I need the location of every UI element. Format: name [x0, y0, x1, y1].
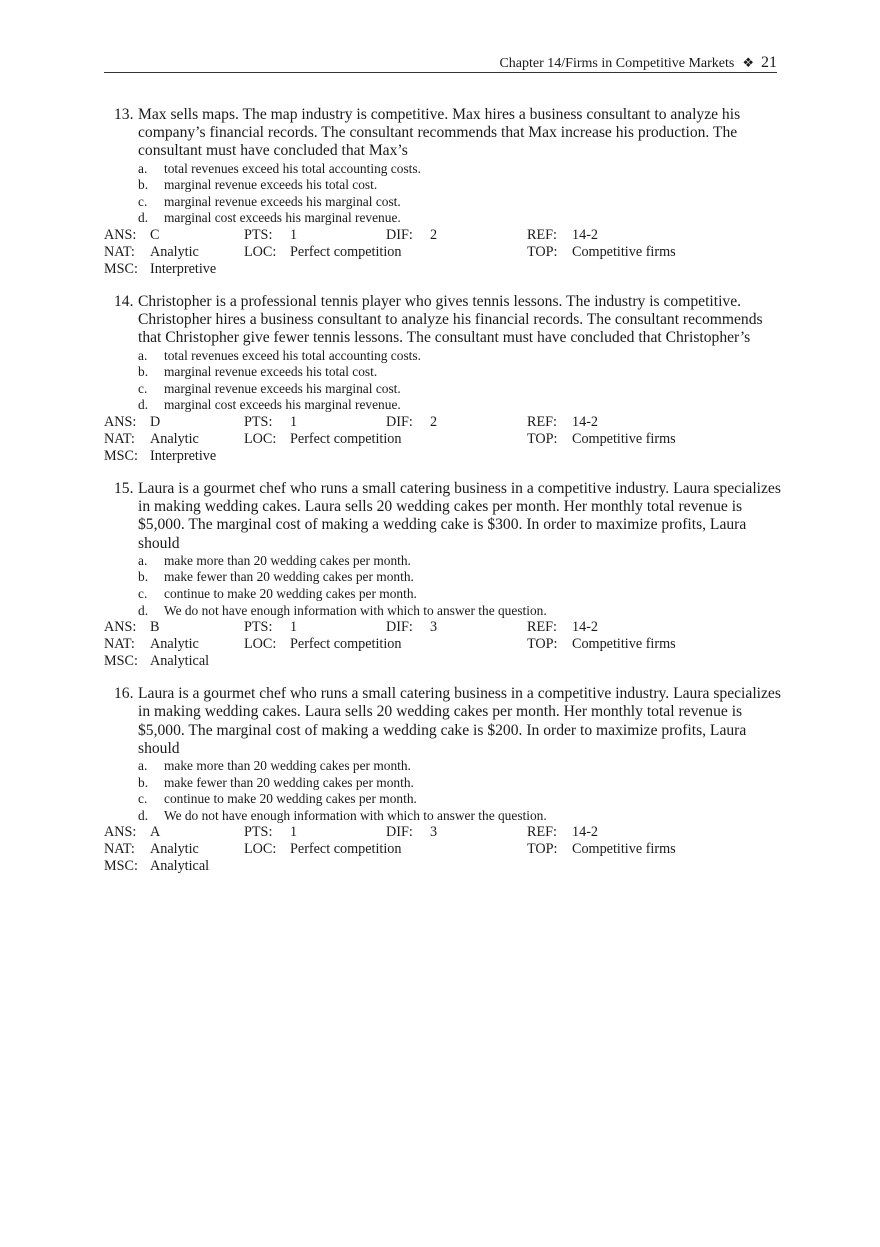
choice-c: [138, 791, 784, 808]
choice-label: b.: [138, 177, 149, 193]
pts-value: 1: [290, 413, 298, 430]
nat-label: NAT:: [104, 636, 135, 653]
page-number: 21: [761, 54, 777, 71]
loc-value: Perfect competition: [290, 243, 402, 260]
choice-c: [138, 194, 784, 211]
loc-label: LOC:: [244, 243, 277, 260]
nat-label: NAT:: [104, 243, 135, 260]
ans-label: ANS:: [104, 226, 137, 243]
question-list: [104, 106, 784, 890]
msc-value: Analytical: [150, 858, 210, 875]
top-label: TOP:: [527, 636, 558, 653]
choice-d: [138, 808, 784, 825]
loc-value: Perfect competition: [290, 841, 402, 858]
dif-value: 3: [430, 619, 438, 636]
meta-row-msc: [104, 448, 784, 465]
msc-label: MSC:: [104, 858, 138, 875]
dif-value: 3: [430, 824, 438, 841]
meta-row-answer: [104, 414, 784, 431]
pts-value: 1: [290, 226, 298, 243]
ref-value: 14-2: [572, 619, 599, 636]
question-stem: [104, 480, 784, 553]
pts-label: PTS:: [244, 824, 273, 841]
meta-row-answer: [104, 824, 784, 841]
question-number: 13.: [114, 106, 134, 123]
meta-row-nat: [104, 841, 784, 858]
loc-value: Perfect competition: [290, 636, 402, 653]
choice-label: c.: [138, 193, 148, 209]
dif-value: 2: [430, 226, 438, 243]
ans-label: ANS:: [104, 413, 137, 430]
choice-b: [138, 569, 784, 586]
choice-text: total revenues exceed his total accounting costs.: [164, 160, 421, 176]
choice-c: [138, 381, 784, 398]
choice-text: We do not have enough information with which to answer the question.: [164, 602, 547, 618]
choice-text: make more than 20 wedding cakes per month.: [164, 552, 411, 568]
pts-label: PTS:: [244, 226, 273, 243]
choice-b: [138, 364, 784, 381]
choice-a: [138, 161, 784, 178]
meta-row-nat: [104, 244, 784, 261]
choice-d: [138, 210, 784, 227]
ref-value: 14-2: [572, 226, 599, 243]
choice-label: c.: [138, 791, 148, 807]
ref-label: REF:: [527, 226, 557, 243]
msc-label: MSC:: [104, 447, 138, 464]
ref-label: REF:: [527, 824, 557, 841]
question-stem: [104, 685, 784, 758]
question-text: Christopher is a professional tennis player who gives tennis lessons. The industry is competitive. Christopher hires a business consultant to analyze his financial records. The consultant recommends that Christopher give fewer tennis lessons. The consultant must have concluded that Christopher’s: [138, 292, 763, 347]
msc-label: MSC:: [104, 653, 138, 670]
choice-label: a.: [138, 552, 148, 568]
choice-b: [138, 177, 784, 194]
meta-row-msc: [104, 261, 784, 278]
question-14: [104, 293, 784, 465]
msc-value: Analytical: [150, 653, 210, 670]
top-label: TOP:: [527, 430, 558, 447]
top-value: Competitive firms: [572, 430, 676, 447]
diamond-separator-icon: ❖: [742, 55, 754, 70]
ans-value: D: [150, 413, 161, 430]
chapter-title: Chapter 14/Firms in Competitive Markets: [499, 56, 735, 71]
choice-c: [138, 586, 784, 603]
choice-label: a.: [138, 160, 148, 176]
page-header: [104, 53, 777, 72]
ans-value: A: [150, 824, 161, 841]
question-text: Laura is a gourmet chef who runs a small catering business in a competitive industry. Laura specializes in making wedding cakes. Laura sells 20 wedding cakes per month. Her monthly total revenue is $5,000. The marginal cost of making a wedding cake is $200. In order to maximize profits, Laura should: [138, 685, 781, 757]
top-value: Competitive firms: [572, 243, 676, 260]
question-text: Max sells maps. The map industry is competitive. Max hires a business consultant to analyze his company’s financial records. The consultant recommends that Max increase his production. The consultant must have concluded that Max’s: [138, 106, 741, 160]
choice-a: [138, 758, 784, 775]
dif-value: 2: [430, 413, 438, 430]
loc-value: Perfect competition: [290, 430, 402, 447]
answer-metadata: [104, 227, 784, 278]
ref-value: 14-2: [572, 413, 599, 430]
choice-a: [138, 553, 784, 570]
nat-value: Analytic: [150, 841, 199, 858]
meta-row-nat: [104, 431, 784, 448]
nat-label: NAT:: [104, 430, 135, 447]
choice-text: make fewer than 20 wedding cakes per month.: [164, 774, 414, 790]
ref-label: REF:: [527, 619, 557, 636]
choice-label: d.: [138, 397, 149, 413]
question-text: Laura is a gourmet chef who runs a small catering business in a competitive industry. Laura specializes in making wedding cakes. Laura sells 20 wedding cakes per month. Her monthly total revenue is $5,000. The marginal cost of making a wedding cake is $300. In order to maximize profits, Laura should: [138, 479, 781, 552]
answer-metadata: [104, 619, 784, 670]
choice-text: marginal cost exceeds his marginal revenue.: [164, 397, 401, 413]
ans-value: B: [150, 619, 160, 636]
question-number: 14.: [114, 292, 134, 310]
choice-label: c.: [138, 380, 148, 396]
choice-label: b.: [138, 569, 149, 585]
question-stem: [104, 293, 784, 348]
meta-row-answer: [104, 619, 784, 636]
answer-metadata: [104, 414, 784, 465]
choice-text: continue to make 20 wedding cakes per month.: [164, 791, 417, 807]
top-value: Competitive firms: [572, 636, 676, 653]
choice-b: [138, 775, 784, 792]
choice-label: a.: [138, 757, 148, 773]
choice-text: marginal revenue exceeds his marginal cost.: [164, 380, 401, 396]
msc-label: MSC:: [104, 260, 138, 277]
choice-a: [138, 348, 784, 365]
loc-label: LOC:: [244, 841, 277, 858]
ans-label: ANS:: [104, 824, 137, 841]
loc-label: LOC:: [244, 636, 277, 653]
choice-label: d.: [138, 210, 149, 226]
choice-text: We do not have enough information with which to answer the question.: [164, 807, 547, 823]
dif-label: DIF:: [386, 413, 413, 430]
choice-label: d.: [138, 602, 149, 618]
choice-label: a.: [138, 347, 148, 363]
choice-list: [104, 348, 784, 414]
meta-row-msc: [104, 653, 784, 670]
nat-label: NAT:: [104, 841, 135, 858]
top-label: TOP:: [527, 841, 558, 858]
nat-value: Analytic: [150, 430, 199, 447]
meta-row-answer: [104, 227, 784, 244]
choice-d: [138, 397, 784, 414]
choice-text: marginal revenue exceeds his total cost.: [164, 364, 378, 380]
ref-value: 14-2: [572, 824, 599, 841]
choice-text: marginal revenue exceeds his marginal cost.: [164, 193, 401, 209]
choice-label: c.: [138, 585, 148, 601]
choice-text: make more than 20 wedding cakes per month.: [164, 757, 411, 773]
ans-label: ANS:: [104, 619, 137, 636]
loc-label: LOC:: [244, 430, 277, 447]
choice-text: marginal cost exceeds his marginal revenue.: [164, 210, 401, 226]
nat-value: Analytic: [150, 636, 199, 653]
msc-value: Interpretive: [150, 447, 217, 464]
ref-label: REF:: [527, 413, 557, 430]
choice-text: make fewer than 20 wedding cakes per month.: [164, 569, 414, 585]
ans-value: C: [150, 226, 160, 243]
question-stem: [104, 106, 784, 161]
dif-label: DIF:: [386, 226, 413, 243]
header-divider: [104, 72, 777, 73]
question-number: 15.: [114, 479, 134, 497]
pts-label: PTS:: [244, 619, 273, 636]
top-value: Competitive firms: [572, 841, 676, 858]
dif-label: DIF:: [386, 824, 413, 841]
pts-label: PTS:: [244, 413, 273, 430]
question-16: [104, 685, 784, 875]
choice-label: b.: [138, 364, 149, 380]
choice-text: marginal revenue exceeds his total cost.: [164, 177, 378, 193]
choice-label: d.: [138, 807, 149, 823]
choice-text: total revenues exceed his total accounting costs.: [164, 347, 421, 363]
choice-list: [104, 758, 784, 824]
meta-row-msc: [104, 858, 784, 875]
choice-label: b.: [138, 774, 149, 790]
answer-metadata: [104, 824, 784, 875]
pts-value: 1: [290, 824, 298, 841]
question-15: [104, 480, 784, 670]
question-number: 16.: [114, 685, 134, 703]
choice-list: [104, 553, 784, 619]
choice-text: continue to make 20 wedding cakes per month.: [164, 585, 417, 601]
top-label: TOP:: [527, 243, 558, 260]
msc-value: Interpretive: [150, 260, 217, 277]
choice-list: [104, 161, 784, 227]
nat-value: Analytic: [150, 243, 199, 260]
choice-d: [138, 603, 784, 620]
dif-label: DIF:: [386, 619, 413, 636]
pts-value: 1: [290, 619, 298, 636]
question-13: [104, 106, 784, 278]
meta-row-nat: [104, 636, 784, 653]
